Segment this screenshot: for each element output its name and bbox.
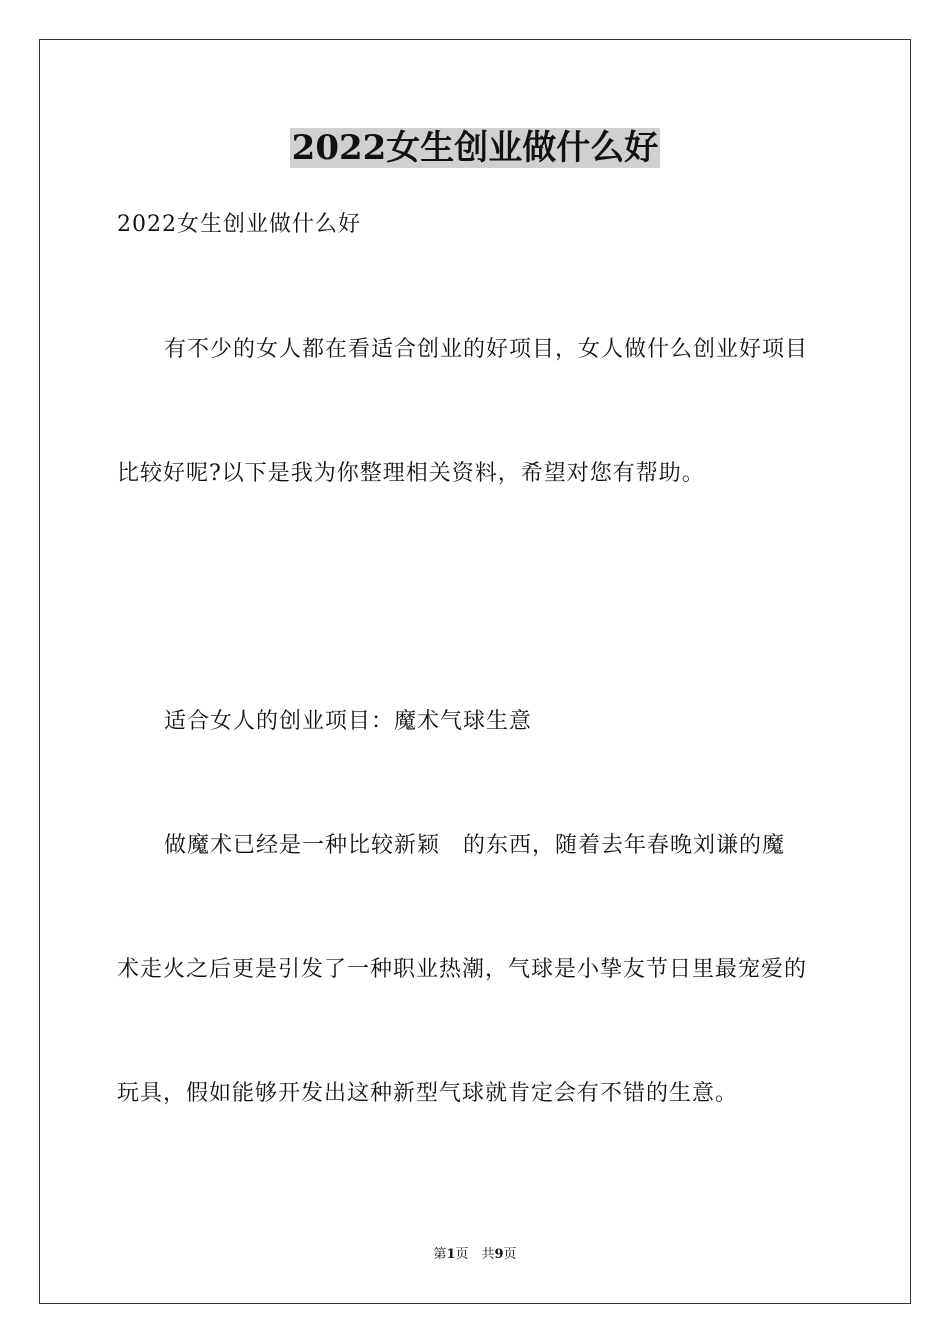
footer-page-current: 1 <box>446 1247 456 1262</box>
footer-page-total: 9 <box>494 1247 504 1262</box>
paragraph-2-line-2: 术走火之后更是引发了一种职业热潮，气球是小挚友节日里最宠爱的 <box>117 957 808 982</box>
paragraph-1-line-1: 有不少的女人都在看适合创业的好项目，女人做什么创业好项目 <box>164 337 809 362</box>
section-heading: 适合女人的创业项目：魔术气球生意 <box>164 709 533 734</box>
footer-page-prefix: 第 <box>433 1247 447 1262</box>
paragraph-2-line-1: 做魔术已经是一种比较新颖 的东西，随着去年春晚刘谦的魔 <box>164 833 786 858</box>
document-title <box>0 126 950 170</box>
footer-page-suffix: 页 <box>503 1247 517 1262</box>
footer-page-mid: 页 共 <box>455 1247 495 1262</box>
document-subtitle: 2022女生创业做什么好 <box>117 212 361 237</box>
paragraph-1-line-2: 比较好呢?以下是我为你整理相关资料，希望对您有帮助。 <box>117 461 705 486</box>
paragraph-2-line-3: 玩具，假如能够开发出这种新型气球就肯定会有不错的生意。 <box>117 1081 739 1106</box>
page-footer <box>0 1246 950 1264</box>
document-title-text: 2022女生创业做什么好 <box>291 128 659 168</box>
